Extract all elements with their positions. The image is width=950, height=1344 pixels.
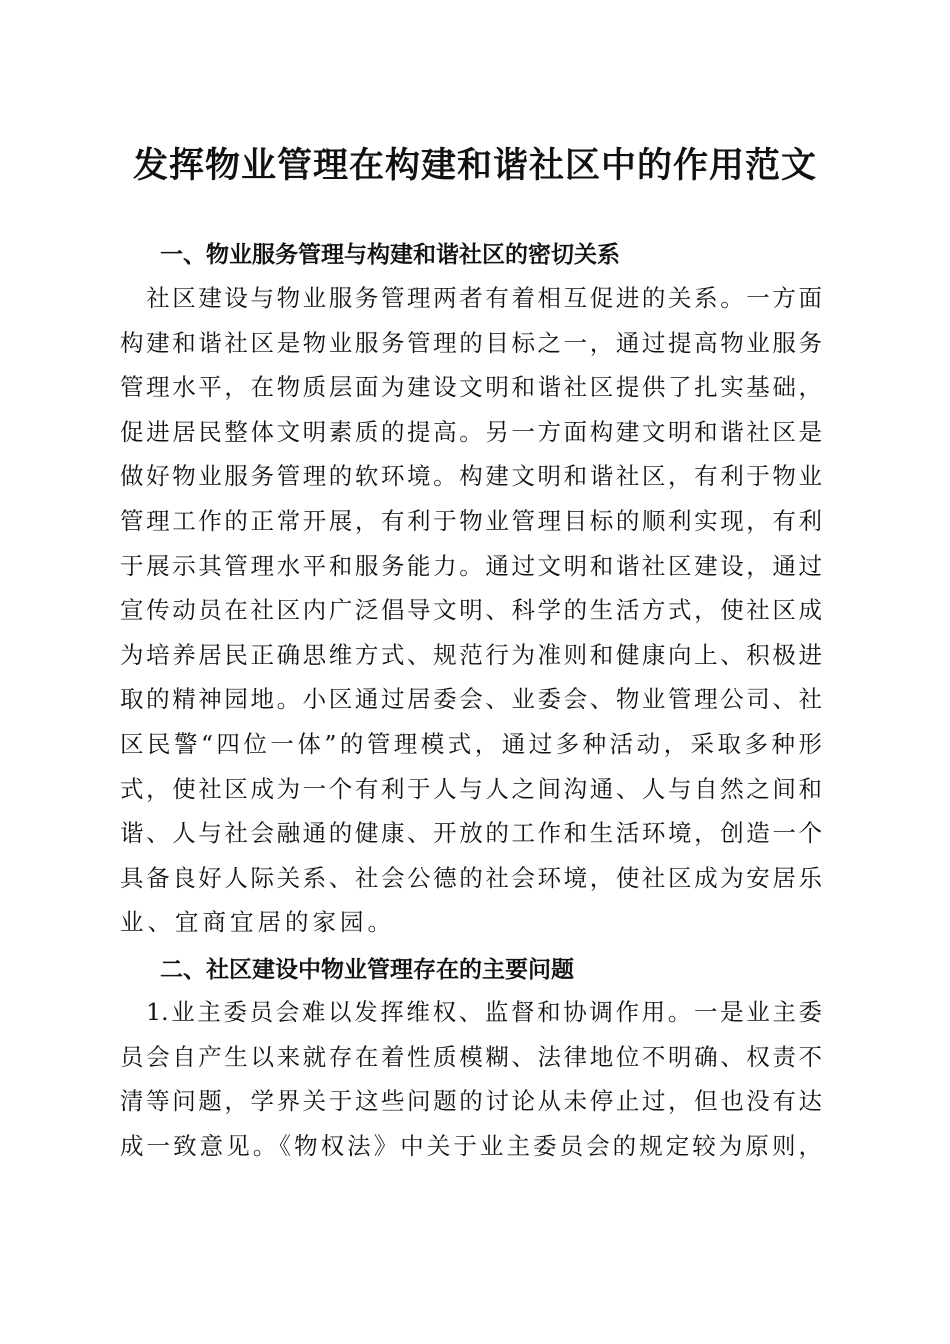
- paragraph-line: 社区建设与物业服务管理两者有着相互促进的关系。一方面: [120, 284, 822, 312]
- section-heading-1: 一、物业服务管理与构建和谐社区的密切关系: [160, 242, 620, 268]
- paragraph-line: 1.业主委员会难以发挥维权、监督和协调作用。一是业主委: [120, 998, 822, 1026]
- paragraph-line: 宣传动员在社区内广泛倡导文明、科学的生活方式，使社区成: [120, 596, 822, 625]
- paragraph-line: 具备良好人际关系、社会公德的社会环境，使社区成为安居乐: [120, 863, 822, 892]
- paragraph-line: 促进居民整体文明素质的提高。另一方面构建文明和谐社区是: [120, 417, 822, 446]
- document-title: 发挥物业管理在构建和谐社区中的作用范文: [132, 146, 817, 186]
- paragraph-line: 式，使社区成为一个有利于人与人之间沟通、人与自然之间和: [120, 774, 822, 803]
- paragraph-line: 取的精神园地。小区通过居委会、业委会、物业管理公司、社: [120, 685, 822, 714]
- paragraph-line: 成一致意见。《物权法》中关于业主委员会的规定较为原则，: [120, 1131, 822, 1160]
- paragraph-line: 区民警“四位一体”的管理模式，通过多种活动，采取多种形: [120, 730, 822, 758]
- paragraph-line: 做好物业服务管理的软环境。构建文明和谐社区，有利于物业: [120, 462, 822, 491]
- paragraph-line: 员会自产生以来就存在着性质模糊、法律地位不明确、权责不: [120, 1042, 822, 1071]
- paragraph-line: 业、宜商宜居的家园。: [120, 908, 395, 937]
- paragraph-line: 构建和谐社区是物业服务管理的目标之一，通过提高物业服务: [120, 328, 822, 357]
- section-heading-2: 二、社区建设中物业管理存在的主要问题: [160, 957, 574, 983]
- paragraph-line: 管理水平，在物质层面为建设文明和谐社区提供了扎实基础，: [120, 373, 822, 402]
- paragraph-line: 管理工作的正常开展，有利于物业管理目标的顺利实现，有利: [120, 507, 822, 535]
- paragraph-line: 清等问题，学界关于这些问题的讨论从未停止过，但也没有达: [120, 1087, 822, 1116]
- paragraph-line: 谐、人与社会融通的健康、开放的工作和生活环境，创造一个: [120, 819, 822, 848]
- paragraph-line: 于展示其管理水平和服务能力。通过文明和谐社区建设，通过: [120, 551, 822, 580]
- paragraph-line: 为培养居民正确思维方式、规范行为准则和健康向上、积极进: [120, 640, 822, 669]
